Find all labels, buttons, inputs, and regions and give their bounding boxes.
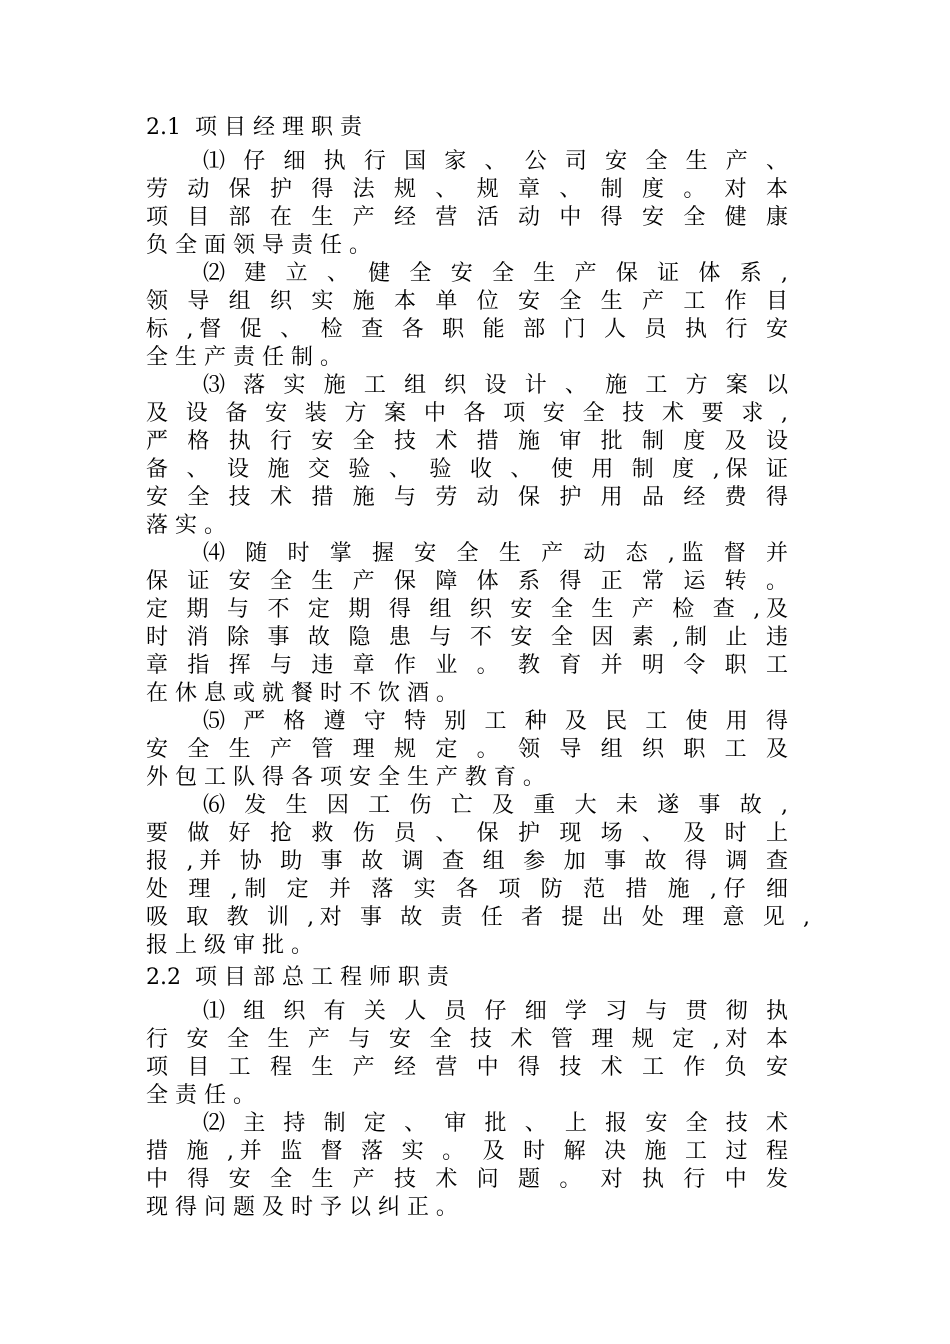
text-line: 全 责 任 。 (146, 1083, 255, 1108)
text-line: 处 理 ,制 定 并 落 实 各 项 防 范 措 施 ,仔 细 (146, 877, 788, 902)
text-line: 备 、 设 施 交 验 、 验 收 、 使 用 制 度 ,保 证 (146, 457, 788, 482)
text-line: 在 休 息 或 就 餐 时 不 饮 酒 。 (146, 681, 458, 706)
text-line: ⑸ 严 格 遵 守 特 别 工 种 及 民 工 使 用 得 (203, 709, 788, 734)
text-line: 中 得 安 全 生 产 技 术 问 题 。 对 执 行 中 发 (146, 1167, 788, 1192)
text-line: 全 生 产 责 任 制 。 (146, 345, 342, 370)
text-line: ⑷ 随 时 掌 握 安 全 生 产 动 态 ,监 督 并 (203, 541, 788, 566)
text-line: ⑵ 建 立 、 健 全 安 全 生 产 保 证 体 系 , (203, 261, 788, 286)
text-line: ⑹ 发 生 因 工 伤 亡 及 重 大 未 遂 事 故 , (203, 793, 788, 818)
section-heading: 2.1 项 目 经 理 职 责 (146, 115, 362, 140)
section-heading: 2.2 项 目 部 总 工 程 师 职 责 (146, 965, 449, 990)
text-line: ⑵ 主 持 制 定 、 审 批 、 上 报 安 全 技 术 (203, 1111, 788, 1136)
text-line: 标 ,督 促 、 检 查 各 职 能 部 门 人 员 执 行 安 (146, 317, 788, 342)
text-line: 报 ,并 协 助 事 故 调 查 组 参 加 事 故 得 调 查 (146, 849, 788, 874)
text-line: 落 实 。 (146, 513, 226, 538)
text-line: 负 全 面 领 导 责 任 。 (146, 233, 371, 258)
text-line: 外 包 工 队 得 各 项 安 全 生 产 教 育 。 (146, 765, 545, 790)
text-line: ⑶ 落 实 施 工 组 织 设 计 、 施 工 方 案 以 (203, 373, 788, 398)
text-line: 行 安 全 生 产 与 安 全 技 术 管 理 规 定 ,对 本 (146, 1027, 788, 1052)
text-line: 安 全 技 术 措 施 与 劳 动 保 护 用 品 经 费 得 (146, 485, 788, 510)
text-line: 报 上 级 审 批 。 (146, 933, 313, 958)
text-line: 项 目 部 在 生 产 经 营 活 动 中 得 安 全 健 康 (146, 205, 788, 230)
text-line: 措 施 ,并 监 督 落 实 。 及 时 解 决 施 工 过 程 (146, 1139, 788, 1164)
text-line: 定 期 与 不 定 期 得 组 织 安 全 生 产 检 查 ,及 (146, 597, 788, 622)
text-line: ⑴ 组 织 有 关 人 员 仔 细 学 习 与 贯 彻 执 (203, 999, 788, 1024)
text-line: 项 目 工 程 生 产 经 营 中 得 技 术 工 作 负 安 (146, 1055, 788, 1080)
text-line: 时 消 除 事 故 隐 患 与 不 安 全 因 素 ,制 止 违 (146, 625, 788, 650)
text-line: 领 导 组 织 实 施 本 单 位 安 全 生 产 工 作 目 (146, 289, 788, 314)
text-line: 现 得 问 题 及 时 予 以 纠 正 。 (146, 1195, 458, 1220)
text-line: 及 设 备 安 装 方 案 中 各 项 安 全 技 术 要 求 , (146, 401, 788, 426)
text-line: 章 指 挥 与 违 章 作 业 。 教 育 并 明 令 职 工 (146, 653, 788, 678)
text-line: 严 格 执 行 安 全 技 术 措 施 审 批 制 度 及 设 (146, 429, 788, 454)
text-line: 劳 动 保 护 得 法 规 、 规 章 、 制 度 。 对 本 (146, 177, 788, 202)
text-line: 保 证 安 全 生 产 保 障 体 系 得 正 常 运 转 。 (146, 569, 788, 594)
text-line: 安 全 生 产 管 理 规 定 。 领 导 组 织 职 工 及 (146, 737, 788, 762)
text-line: 吸 取 教 训 ,对 事 故 责 任 者 提 出 处 理 意 见 , (146, 905, 810, 930)
text-line: ⑴ 仔 细 执 行 国 家 、 公 司 安 全 生 产 、 (203, 149, 788, 174)
text-line: 要 做 好 抢 救 伤 员 、 保 护 现 场 、 及 时 上 (146, 821, 788, 846)
